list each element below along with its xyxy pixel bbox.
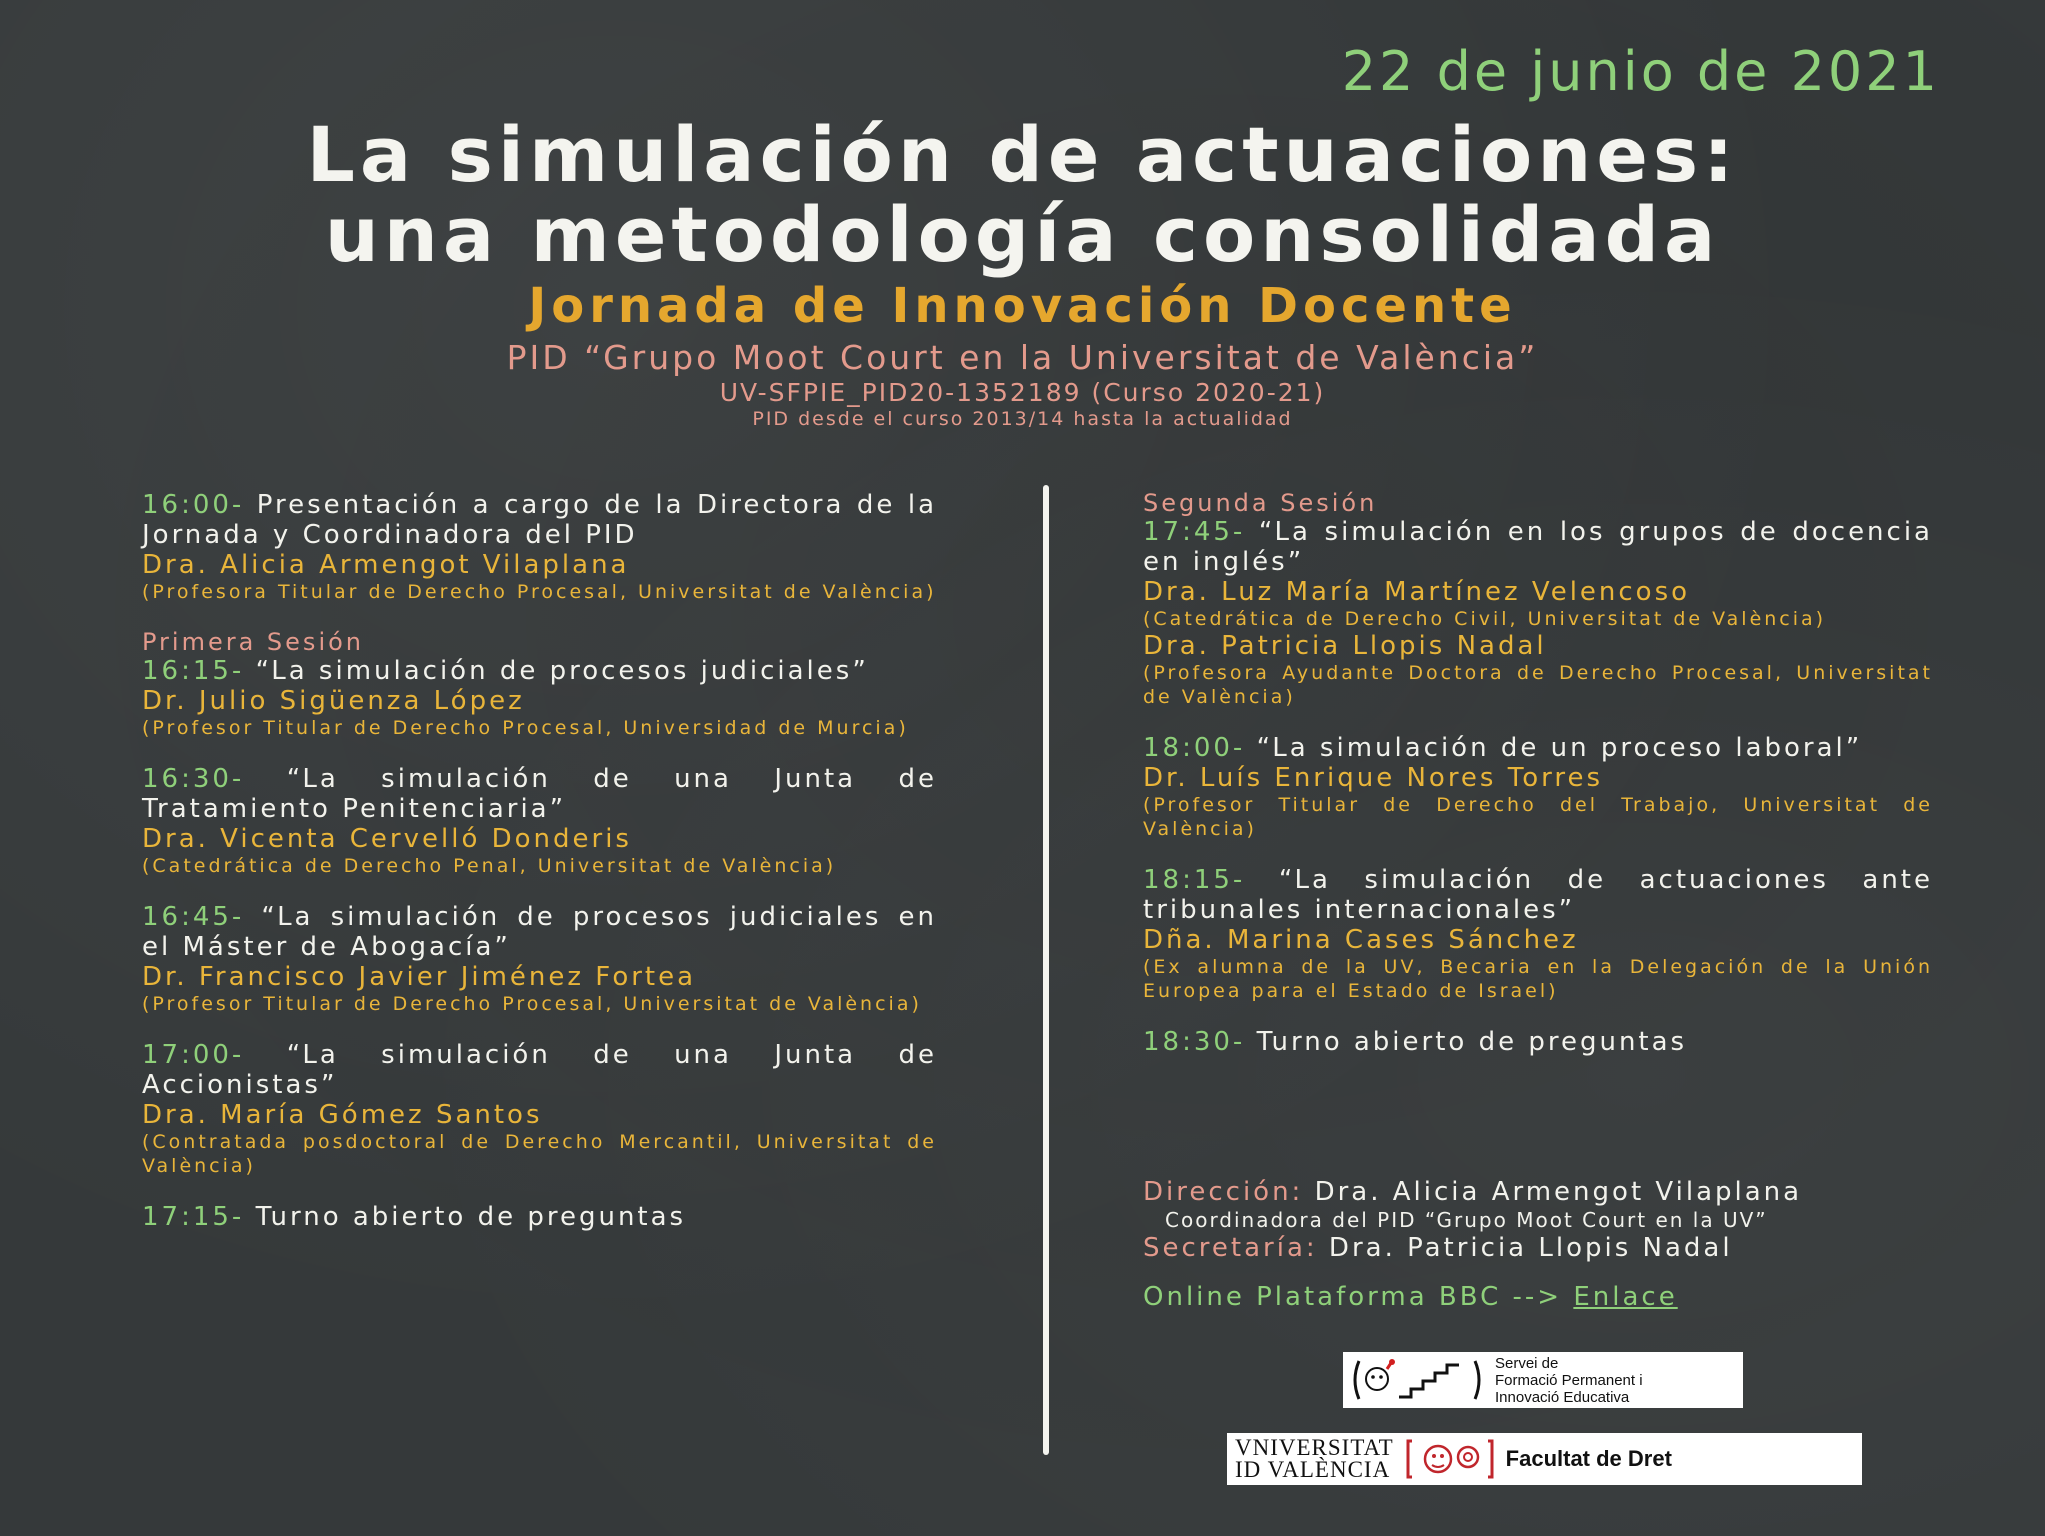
talk-title: “La simulación de procesos judiciales”	[255, 656, 869, 686]
program-item-opening	[142, 490, 937, 604]
talk-title: Presentación a cargo de la Directora de la Jornada y Coordinadora del PID	[142, 490, 938, 550]
speaker-name: Dra. María Gómez Santos	[142, 1100, 543, 1130]
title-line-1: La simulación de actuaciones:	[306, 110, 1739, 199]
direction-value: Dra. Alicia Armengot Vilaplana	[1314, 1177, 1803, 1207]
credits	[1143, 1176, 1933, 1312]
uv-name-line-1: VNIVERSITAT	[1235, 1435, 1394, 1460]
secretary-value: Dra. Patricia Llopis Nadal	[1328, 1233, 1733, 1263]
talk-title: “La simulación de actuaciones ante tribunales internacionales”	[1143, 865, 1933, 925]
time: 16:45-	[142, 902, 245, 932]
program-item	[142, 902, 937, 1016]
program-item	[142, 656, 937, 740]
speaker-name: Dra. Alicia Armengot Vilaplana	[142, 550, 630, 580]
talk-title: Turno abierto de preguntas	[255, 1202, 687, 1232]
enlace-link[interactable]: Enlace	[1573, 1282, 1678, 1312]
uv-seal-icon	[1404, 1437, 1496, 1481]
right-column	[1143, 487, 1933, 1081]
time: 18:00-	[1143, 733, 1246, 763]
time: 16:15-	[142, 656, 245, 686]
speaker-name: Dra. Patricia Llopis Nadal	[1143, 631, 1547, 661]
speaker-affiliation: (Catedrática de Derecho Civil, Universitat de València)	[1143, 608, 1827, 630]
faculty-name: Facultat de Dret	[1505, 1446, 1672, 1471]
secretary-label: Secretaría:	[1143, 1233, 1318, 1263]
talk-title: “La simulación en los grupos de docencia en inglés”	[1143, 517, 1933, 577]
speaker-name: Dr. Julio Sigüenza López	[142, 686, 525, 716]
time: 17:00-	[142, 1040, 245, 1070]
speaker-name: Dña. Marina Cases Sánchez	[1143, 925, 1579, 955]
speaker-affiliation: (Profesora Titular de Derecho Procesal, Universitat de València)	[142, 581, 937, 603]
time: 16:00-	[142, 490, 245, 520]
program-item	[142, 1040, 937, 1178]
sfpie-logo-mark	[1349, 1355, 1489, 1405]
talk-title: “La simulación de procesos judiciales en el Máster de Abogacía”	[142, 902, 937, 962]
speaker-affiliation: (Contratada posdoctoral de Derecho Mercantil, Universitat de València)	[142, 1131, 937, 1177]
speaker-affiliation: (Profesor Titular de Derecho del Trabajo, Universitat de València)	[1143, 794, 1933, 840]
program-item-qa	[142, 1202, 937, 1232]
sfpie-text-1: Servei de	[1495, 1354, 1559, 1372]
program-item	[1143, 733, 1933, 841]
subtitle: Jornada de Innovación Docente	[528, 278, 1517, 334]
speaker-affiliation: (Ex alumna de la UV, Becaria en la Delegación de la Unión Europea para el Estado de Israel)	[1143, 956, 1933, 1002]
talk-title: “La simulación de una Junta de Accionistas”	[142, 1040, 937, 1100]
title-line-2: una metodología consolidada	[324, 190, 1721, 279]
session-heading-1: Primera Sesión	[142, 628, 364, 656]
uv-logo	[1227, 1433, 1862, 1485]
program-item	[1143, 517, 1933, 709]
time: 18:15-	[1143, 865, 1246, 895]
speaker-affiliation: (Profesor Titular de Derecho Procesal, Universitat de València)	[142, 993, 922, 1015]
sfpie-logo	[1343, 1352, 1743, 1408]
program-item	[1143, 865, 1933, 1003]
direction-label: Dirección:	[1143, 1177, 1304, 1207]
pid-code: UV-SFPIE_PID20-1352189 (Curso 2020-21)	[719, 378, 1326, 407]
speaker-affiliation: (Profesora Ayudante Doctora de Derecho Procesal, Universitat de València)	[1143, 662, 1933, 708]
time: 16:30-	[142, 764, 245, 794]
sfpie-text-3: Innovació Educativa	[1495, 1388, 1630, 1406]
speaker-affiliation: (Catedrática de Derecho Penal, Universitat de València)	[142, 855, 837, 877]
time: 17:45-	[1143, 517, 1246, 547]
talk-title: “La simulación de una Junta de Tratamiento Penitenciaria”	[142, 764, 937, 824]
session-heading-2: Segunda Sesión	[1143, 489, 1378, 517]
speaker-affiliation: (Profesor Titular de Derecho Procesal, Universidad de Murcia)	[142, 717, 909, 739]
time: 18:30-	[1143, 1027, 1246, 1057]
program-item	[142, 764, 937, 878]
speaker-name: Dra. Vicenta Cervelló Donderis	[142, 824, 632, 854]
coordinator-line: Coordinadora del PID “Grupo Moot Court en la UV”	[1165, 1208, 1768, 1232]
date: 22 de junio de 2021	[1341, 40, 1940, 103]
column-divider	[1043, 485, 1049, 1455]
pid-name: PID “Grupo Moot Court en la Universitat de València”	[506, 338, 1539, 377]
speaker-name: Dr. Francisco Javier Jiménez Fortea	[142, 962, 697, 992]
left-column	[142, 490, 937, 1256]
speaker-name: Dr. Luís Enrique Nores Torres	[1143, 763, 1604, 793]
talk-title: Turno abierto de preguntas	[1256, 1027, 1688, 1057]
talk-title: “La simulación de un proceso laboral”	[1256, 733, 1863, 763]
program-item-qa	[1143, 1027, 1933, 1057]
pid-since: PID desde el curso 2013/14 hasta la actualidad	[752, 408, 1293, 430]
speaker-name: Dra. Luz María Martínez Velencoso	[1143, 577, 1691, 607]
online-platform-text: Online Plataforma BBC -->	[1143, 1282, 1563, 1312]
sfpie-text-2: Formació Permanent i	[1495, 1371, 1643, 1389]
time: 17:15-	[142, 1202, 245, 1232]
uv-name-line-2: ID VALÈNCIA	[1235, 1457, 1391, 1482]
